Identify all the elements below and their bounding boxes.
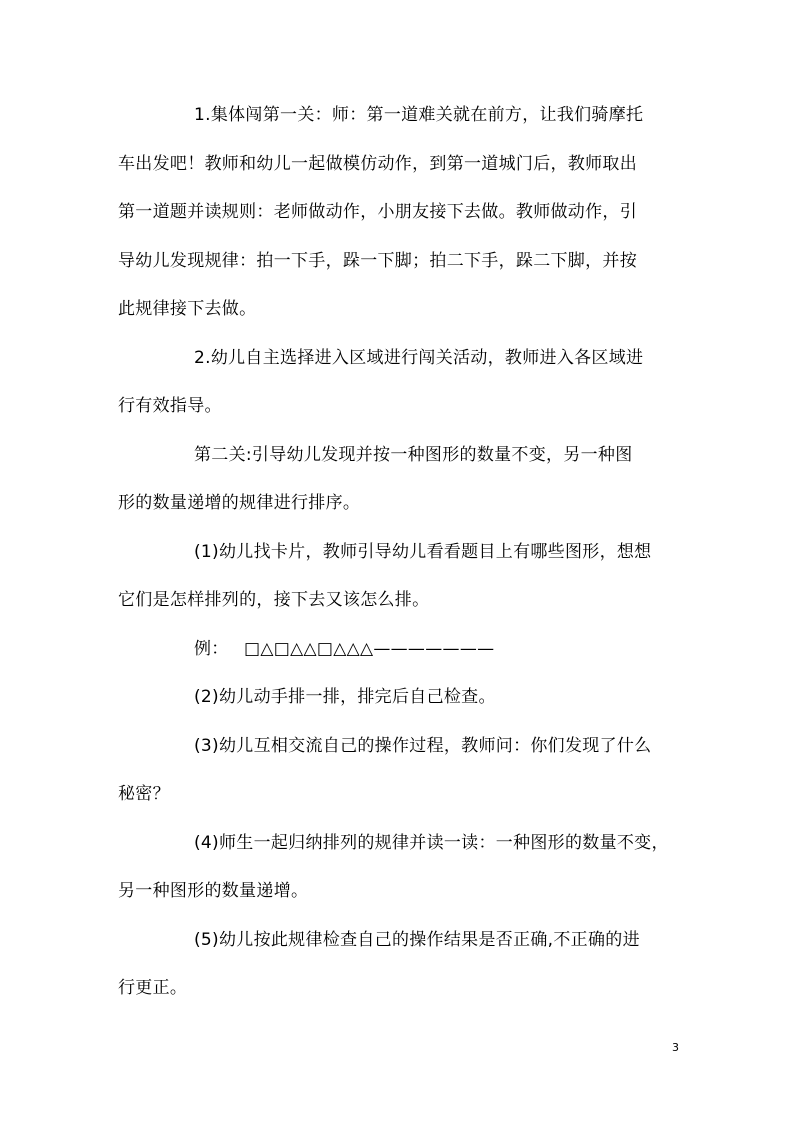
document-body bbox=[118, 91, 678, 1013]
paragraph-line: 1.集体闯第一关：师：第一道难关就在前方，让我们骑摩托 bbox=[194, 105, 644, 125]
paragraph-4 bbox=[118, 528, 678, 625]
paragraph-line: (5)幼儿按此规律检查自己的操作结果是否正确,不正确的进 bbox=[194, 929, 640, 950]
paragraph-line: 第一道题并读规则：老师做动作，小朋友接下去做。教师做动作，引 bbox=[118, 202, 637, 222]
paragraph-line: 此规律接下去做。 bbox=[118, 299, 257, 319]
example-label: 例： bbox=[194, 638, 229, 659]
paragraph-line: (2)幼儿动手排一排，排完后自己检查。 bbox=[194, 687, 496, 707]
paragraph-line: 另一种图形的数量递增。 bbox=[118, 881, 309, 901]
paragraph-line: 它们是怎样排列的，接下去又该怎么排。 bbox=[118, 590, 430, 610]
paragraph-line: 导幼儿发现规律：拍一下手，跺一下脚；拍二下手，跺二下脚，并按 bbox=[118, 250, 637, 271]
paragraph-line: (1)幼儿找卡片，教师引导幼儿看看题目上有哪些图形，想想 bbox=[194, 541, 652, 562]
paragraph-8 bbox=[118, 819, 678, 916]
paragraph-2 bbox=[118, 334, 678, 431]
paragraph-line: 行更正。 bbox=[118, 978, 188, 998]
paragraph-line: 形的数量递增的规律进行排序。 bbox=[118, 493, 361, 513]
paragraph-line: 车出发吧！教师和幼儿一起做模仿动作，到第一道城门后，教师取出 bbox=[118, 153, 637, 174]
paragraph-9 bbox=[118, 916, 678, 1013]
paragraph-1 bbox=[118, 91, 678, 334]
paragraph-line: (4)师生一起归纳排列的规律并读一读：一种图形的数量不变， bbox=[194, 832, 669, 853]
paragraph-6 bbox=[118, 673, 678, 722]
paragraph-7 bbox=[118, 722, 678, 819]
paragraph-3 bbox=[118, 431, 678, 528]
paragraph-line: 行有效指导。 bbox=[118, 396, 222, 416]
paragraph-line: 2.幼儿自主选择进入区域进行闯关活动，教师进入各区域进 bbox=[194, 347, 644, 368]
paragraph-line: 秘密？ bbox=[118, 784, 170, 804]
paragraph-line: 第二关:引导幼儿发现并按一种图形的数量不变，另一种图 bbox=[194, 444, 633, 465]
page-number: 3 bbox=[672, 1041, 679, 1054]
example-row bbox=[118, 625, 678, 674]
example-line bbox=[118, 625, 678, 674]
shape-sequence: □△□△△□△△△——————— bbox=[244, 638, 495, 659]
paragraph-line: (3)幼儿互相交流自己的操作过程，教师问：你们发现了什么 bbox=[194, 735, 652, 756]
